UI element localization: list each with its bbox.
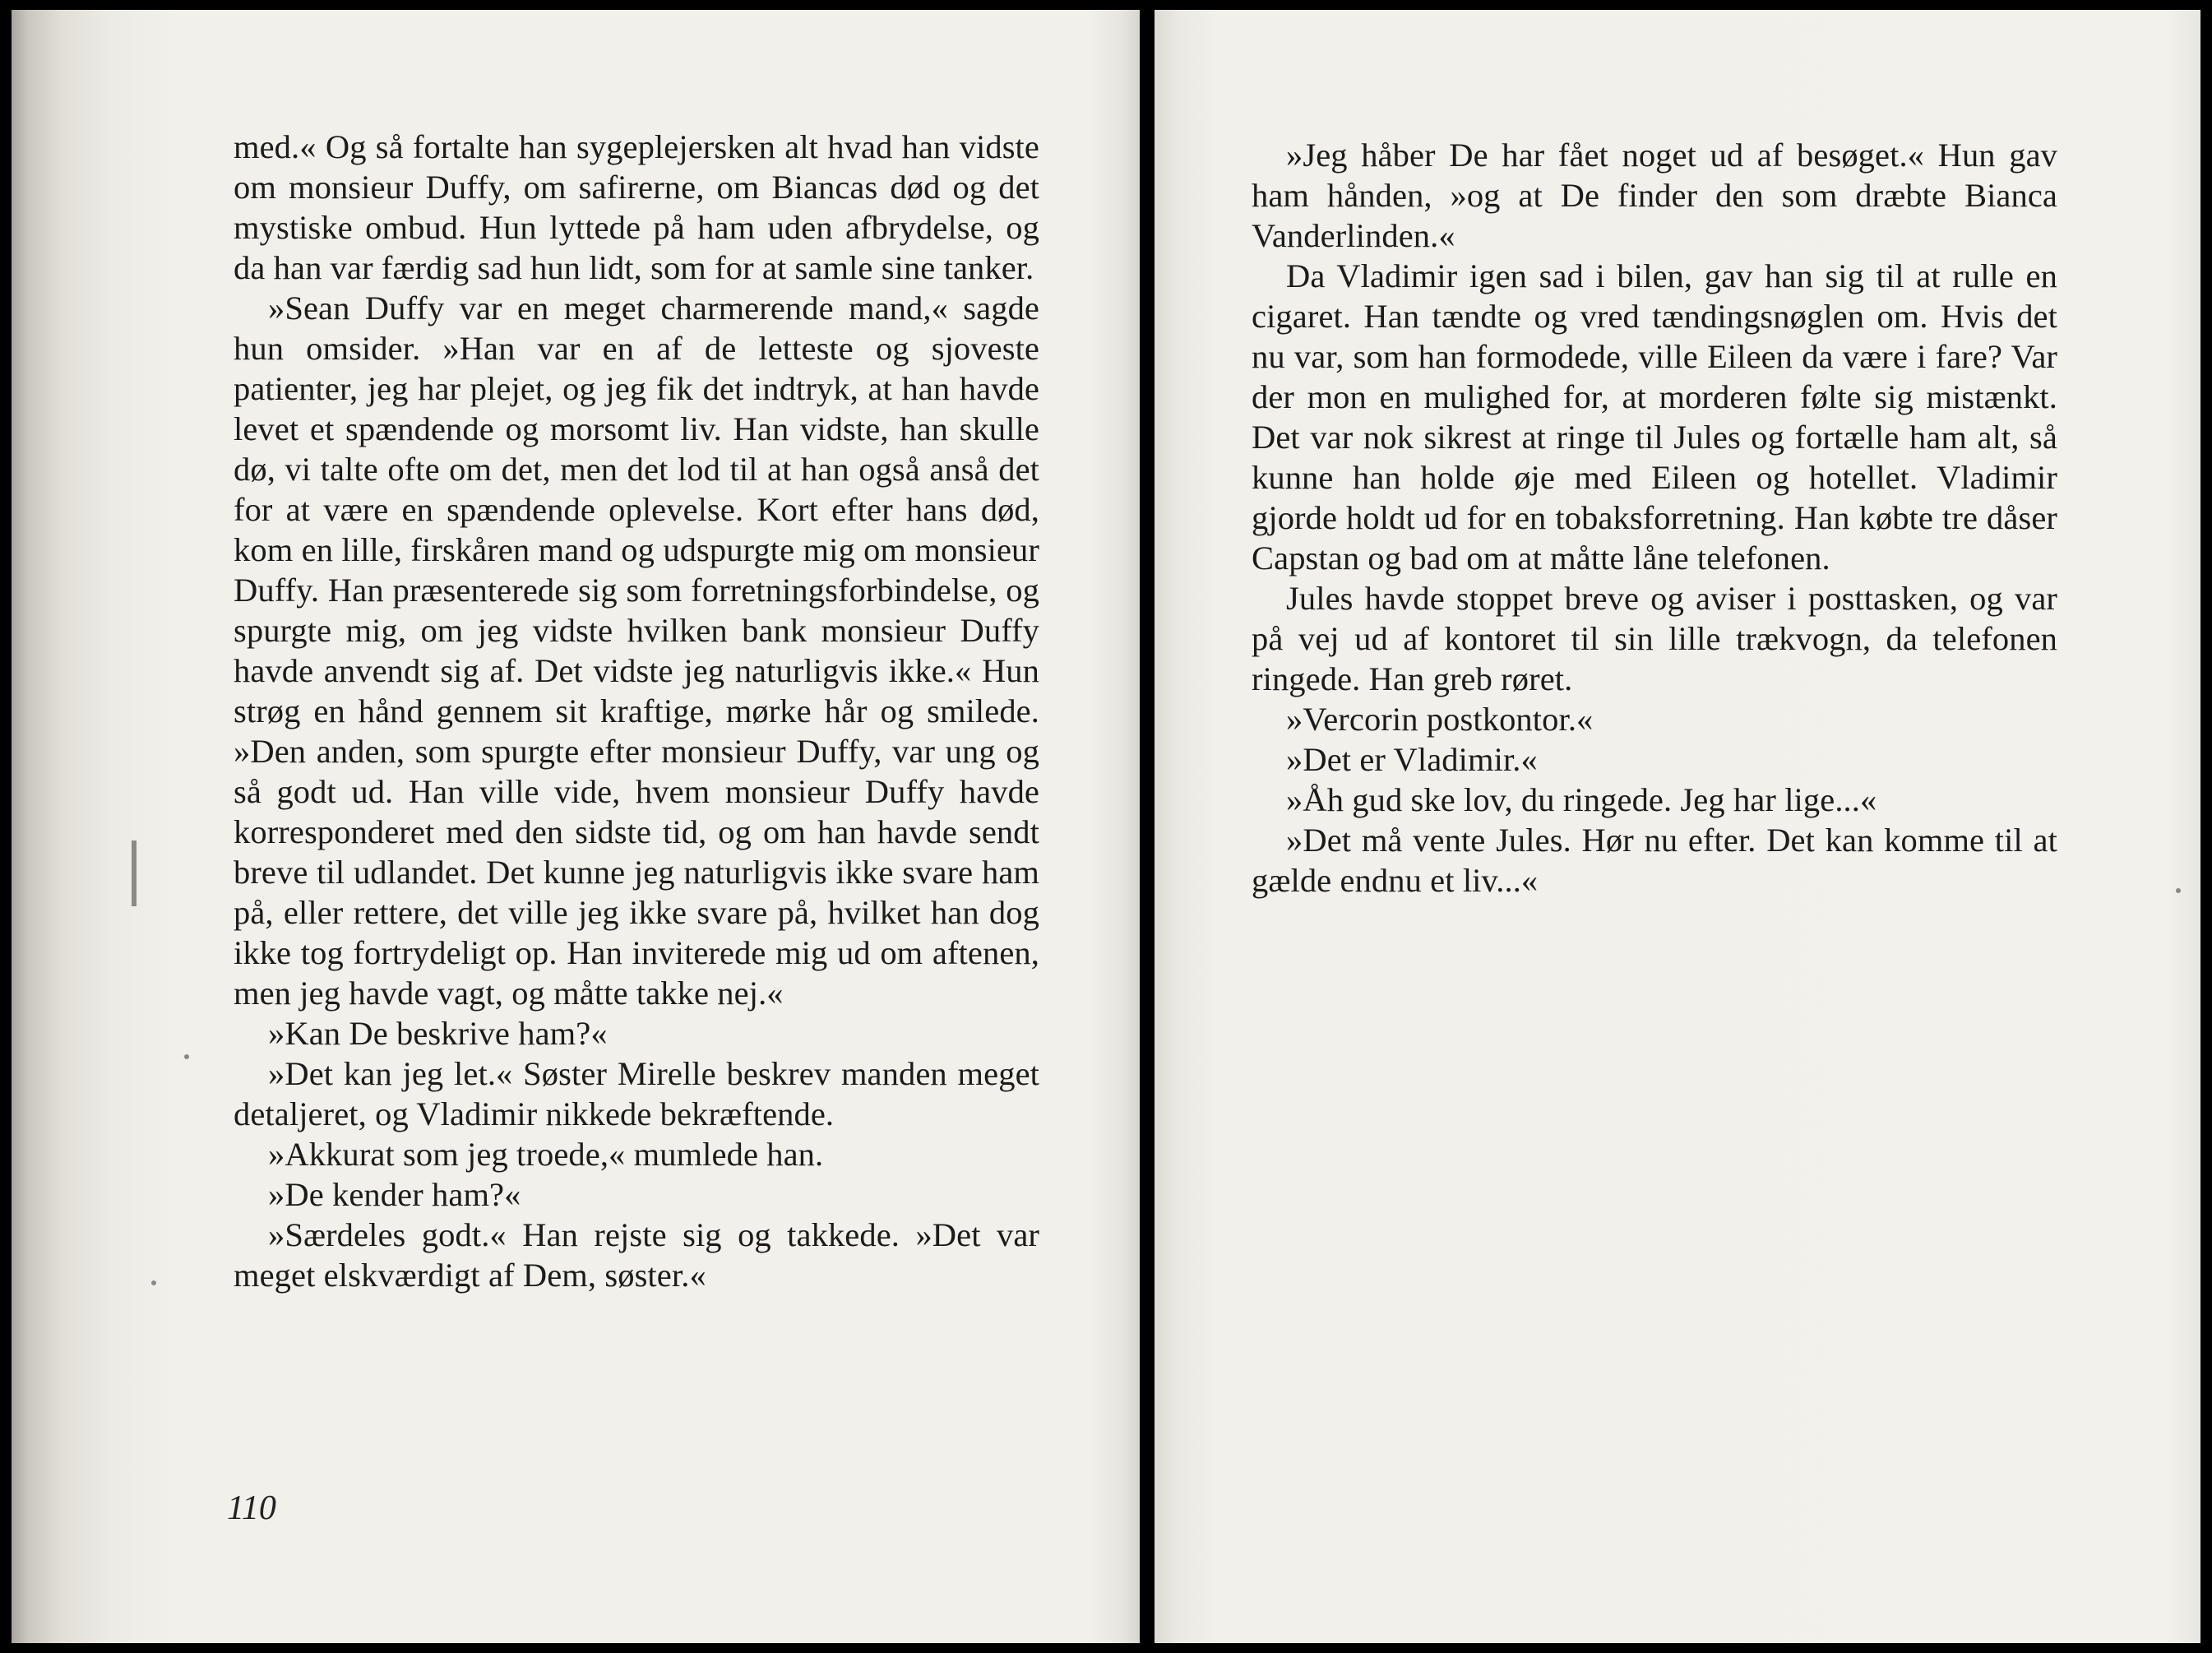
paper-speck [2176,888,2181,893]
paper-speck [184,1054,189,1059]
paragraph: »Det kan jeg let.« Søster Mirelle beskrev manden meget detaljeret, og Vladimir nikkede bekræftende. [234,1055,1039,1132]
book-gutter [1140,10,1155,1643]
paragraph: »De kender ham?« [268,1176,521,1213]
left-page-text [234,127,1039,1295]
paragraph: »Det er Vladimir.« [1286,741,1538,778]
paragraph: »Åh gud ske lov, du ringede. Jeg har lige...« [1286,781,1877,818]
paragraph: »Det må vente Jules. Hør nu efter. Det kan komme til at gælde endnu et liv...« [1252,822,2057,899]
paragraph: »Særdeles godt.« Han rejste sig og takkede. »Det var meget elskværdigt af Dem, søster.« [234,1216,1039,1294]
paragraph: Da Vladimir igen sad i bilen, gav han sig til at rulle en cigaret. Han tændte og vred tændingsnøglen om. Hvis det nu var, som han formodede, ville Eileen da være i fare? Var der mon en mulighed for, at morderen følte sig mistænkt. Det var nok sikrest at ringe til Jules og fortælle ham alt, så kunne han holde øje med Eileen og hotellet. Vladimir gjorde holdt ud for en tobaksforretning. Han købte tre dåser Capstan og bad om at måtte låne telefonen. [1252,257,2057,576]
paragraph: »Vercorin postkontor.« [1286,701,1594,738]
paragraph: »Akkurat som jeg troede,« mumlede han. [268,1136,824,1173]
paragraph: »Sean Duffy var en meget charmerende mand,« sagde hun omsider. »Han var en af de letteste og sjoveste patienter, jeg har plejet, og jeg fik det indtryk, at han havde levet et spændende og morsomt liv. Han vidste, han skulle dø, vi talte ofte om det, men det lod til at han også anså det for at være en spændende oplevelse. Kort efter hans død, kom en lille, firskåren mand og udspurgte mig om monsieur Duffy. Han præsenterede sig som forretningsforbindelse, og spurgte mig, om jeg vidste hvilken bank monsieur Duffy havde anvendt sig af. Det vidste jeg naturligvis ikke.« Hun strøg en hånd gennem sit kraftige, mørke hår og smilede. »Den anden, som spurgte efter monsieur Duffy, var ung og så godt ud. Han ville vide, hvem monsieur Duffy havde korresponderet med den sidste tid, og om han havde sendt breve til udlandet. Det kunne jeg naturligvis ikke svare ham på, eller rettere, det ville jeg ikke svare på, hvilket han dog ikke tog fortrydeligt op. Han inviterede mig ud om aftenen, men jeg havde vagt, og måtte takke nej.« [234,289,1039,1012]
left-page [12,10,1140,1643]
paragraph: Jules havde stoppet breve og aviser i posttasken, og var på vej ud af kontoret til sin lille trækvogn, da telefonen ringede. Han greb røret. [1252,580,2057,697]
page-number: 110 [227,1489,276,1527]
right-page-text [1252,135,2057,901]
paragraph: »Jeg håber De har fået noget ud af besøget.« Hun gav ham hånden, »og at De finder den som dræbte Bianca Vanderlinden.« [1252,137,2057,254]
page-edge-mark [132,840,137,906]
right-page [1155,10,2200,1643]
paragraph: »Kan De beskrive ham?« [268,1015,608,1052]
paragraph: med.« Og så fortalte han sygeplejersken alt hvad han vidste om monsieur Duffy, om safirerne, om Biancas død og det mystiske ombud. Hun lyttede på ham uden afbrydelse, og da han var færdig sad hun lidt, som for at samle sine tanker. [234,128,1039,286]
paper-speck [151,1280,156,1285]
